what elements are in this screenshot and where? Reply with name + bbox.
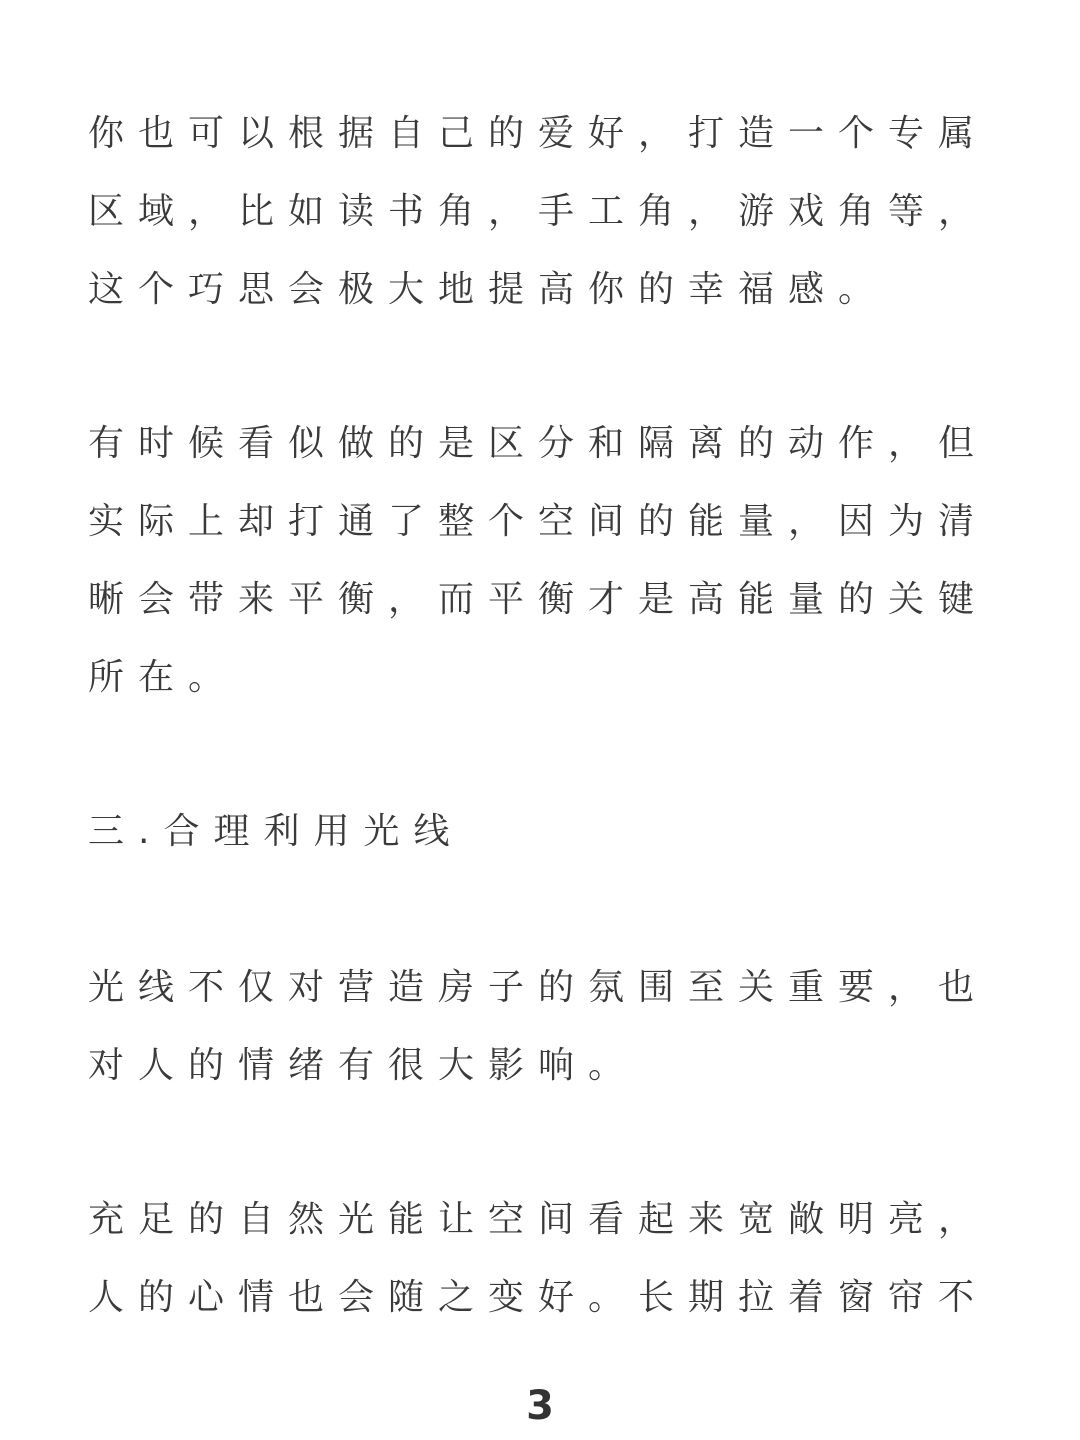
paragraph-3-line-1: 光线不仅对营造房子的氛围至关重要，也 xyxy=(88,967,989,1008)
paragraph-4-line-1: 充足的自然光能让空间看起来宽敞明亮， xyxy=(88,1199,989,1240)
paragraph-3-line-2: 对人的情绪有很大影响。 xyxy=(88,1045,639,1086)
paragraph-1-line-1: 你也可以根据自己的爱好，打造一个专属 xyxy=(88,113,989,154)
paragraph-4-line-2: 人的心情也会随之变好。长期拉着窗帘不 xyxy=(88,1277,989,1318)
paragraph-2-line-3: 晰会带来平衡，而平衡才是高能量的关键 xyxy=(88,579,989,620)
paragraph-1-line-2: 区域，比如读书角，手工角，游戏角等， xyxy=(88,191,989,232)
page-number: 3 xyxy=(526,1383,554,1429)
paragraph-1-line-3: 这个巧思会极大地提高你的幸福感。 xyxy=(88,269,889,310)
section-heading: 三.合理利用光线 xyxy=(88,811,464,852)
paragraph-2-line-1: 有时候看似做的是区分和隔离的动作，但 xyxy=(88,423,989,464)
paragraph-2-line-2: 实际上却打通了整个空间的能量，因为清 xyxy=(88,501,989,542)
paragraph-2-line-4: 所在。 xyxy=(88,657,239,698)
